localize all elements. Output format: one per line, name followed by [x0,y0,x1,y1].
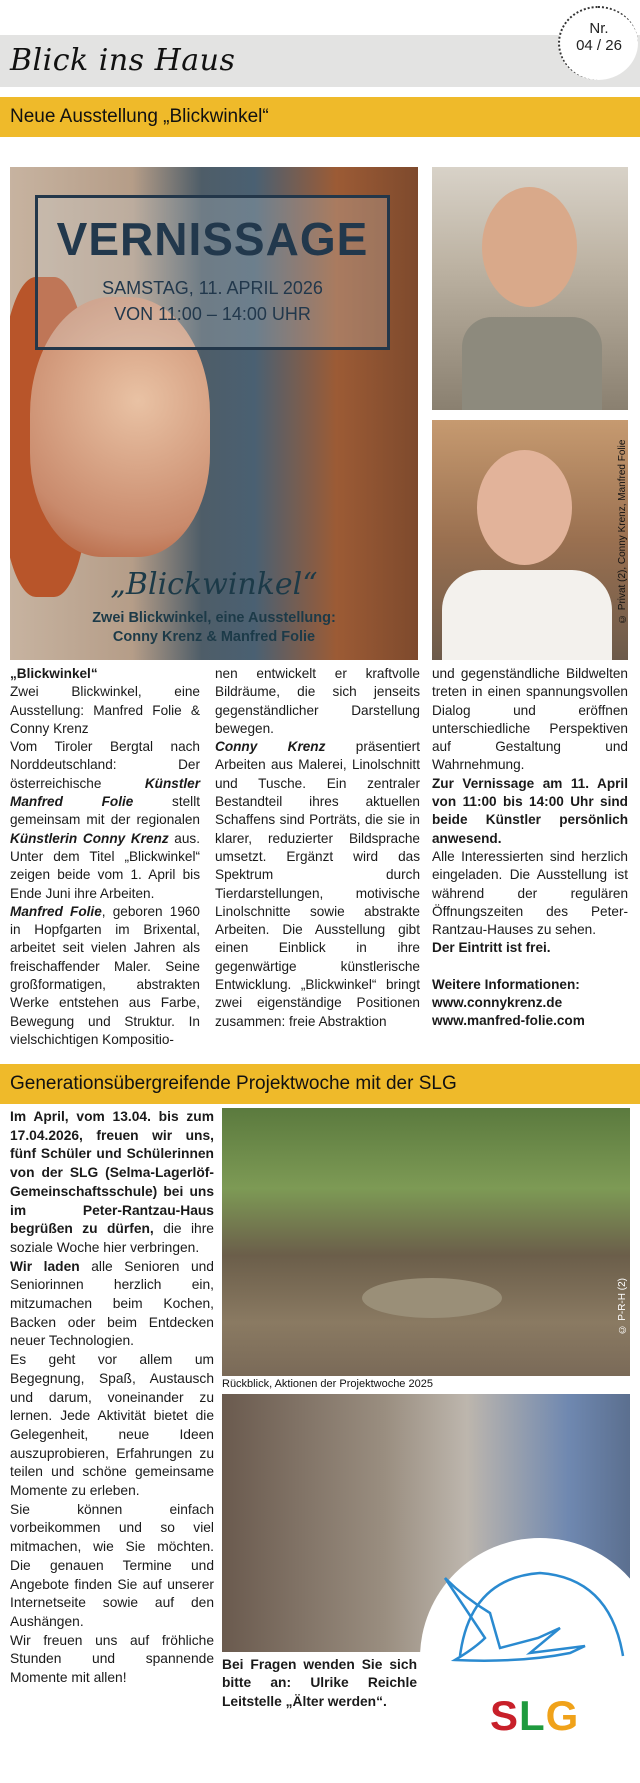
text-bold: Wir laden [10,1258,80,1274]
issue-label: Nr. [589,20,609,37]
poster-date: SAMSTAG, 11. APRIL 2026 [102,278,323,298]
slg-logo-text [490,1692,579,1740]
text: präsentiert Arbeiten aus Malerei, Linolschnitt und Tusche. Ein zentraler Bestandteil ihres aktuellen Schaffens sind Porträts, die sie in klarer, reduzierter Bildsprache umsetzt. Ergänzt wird das Spektrum durch Tierdarstellungen, motivische Linolschnitte sowie abstrakte Arbeiten. Die Ausstellung gibt einen Einblick in ihre gegenwärtige künstlerische Entwicklung. „Blickwinkel“ bringt zwei eigenständige Positionen zusammen: freie Abstraktion [215,739,420,1029]
logo-l: L [519,1692,546,1739]
text: aus. Unter dem Titel „Blickwinkel“ zeigen beide vom 1. April bis Ende Juni ihre Arbeiten. [10,830,200,901]
link-manfred-folie[interactable]: www.manfred-folie.com [432,1013,585,1029]
bird-icon [420,1538,640,1778]
section-heading: Generationsübergreifende Projektwoche mit der SLG [0,1064,640,1104]
logo-g: G [545,1692,580,1739]
text: , geboren 1960 in Hopfgarten im Brixental, arbeitet seit vielen Jahren als freischaffender Maler. Seine großformatigen, abstrakten Werke entstehen aus Farbe, Bewegung und Struktur. In vielschichtigen Kompositio- [10,903,200,1047]
poster-quote: „Blickwinkel“ [110,567,318,602]
text: die ihre soziale Woche hier verbringen. [10,1221,214,1255]
poster-subtitle: Zwei Blickwinkel, eine Ausstellung: [92,610,336,626]
article-column-2 [215,665,420,1031]
poster-time: VON 11:00 – 14:00 UHR [114,304,311,324]
text-bold: Zur Vernissage am 11. April von 11:00 bis 14:00 Uhr sind beide Künstler persönlich anwesend. [432,775,628,846]
article-column-1 [10,665,200,1049]
text: stellt gemeinsam mit der regionalen [10,794,200,828]
photo-caption: Rückblick, Aktionen der Projektwoche 2025 [222,1378,433,1390]
link-connykrenz[interactable]: www.connykrenz.de [432,995,563,1011]
text-bold: Künstlerin Conny Krenz [10,830,169,846]
projektwoche-text [10,1108,214,1688]
text-bold: Künstler Manfred Folie [10,775,200,810]
text-bold: Conny Krenz [215,739,326,755]
text: Vom Tiroler Bergtal nach Norddeutschland: Der österreichische [10,739,200,791]
photo-conny-krenz [432,167,628,410]
article-title: „Blickwinkel“ [10,666,98,681]
text: nen entwickelt er kraftvolle Bildräume, die sich jenseits gegenständlicher Darstellung bewegen. [215,666,420,736]
text: Alle Interessierten sind herzlich eingeladen. Die Ausstellung ist während der regulären Öffnungszeiten des Peter-Rantzau-Hauses zu sehen. [432,848,628,938]
text: Wir freuen uns auf fröhliche Stunden und spannende Momente mit allen! [10,1632,214,1686]
photo-group-garden [222,1108,630,1376]
text-bold: Manfred Folie [10,903,102,919]
photo-manfred-folie [432,420,628,660]
article-subtitle: Zwei Blickwinkel, eine Ausstellung: Manfred Folie & Conny Krenz [10,684,200,736]
page-title: Blick ins Haus [10,43,236,78]
poster-artists: Conny Krenz & Manfred Folie [112,629,316,645]
text-bold: Der Eintritt ist frei. [432,940,551,956]
text-bold: Im April, vom 13.04. bis zum 17.04.2026, freuen wir uns, fünf Schüler und Schülerinnen von der SLG (Selma-Lagerlöf-Gemeinschaftsschule) bei uns im Peter-Rantzau-Haus begrüßen zu dürfen, [10,1109,214,1237]
text: und gegenständliche Bildwelten treten in einen spannungsvollen Dialog und eröffnen unterschiedliche Perspektiven auf Gestaltung und Wahrnehmung. [432,666,628,773]
info-title: Weitere Informationen: [432,976,580,992]
poster-title: VERNISSAGE [56,213,369,265]
text: Es geht vor allem um Begegnung, Spaß, Austausch und darum, voneinander zu lernen. Jede Aktivität bietet die Gelegenheit, neue Ideen auszuprobieren, Erfahrungen zu teilen und schöne gemeinsame Momente zu erleben. [10,1352,214,1499]
contact-text: Bei Fragen wenden Sie sich bitte an: Ulrike Reichle Leitstelle „Älter werden“. [222,1657,417,1709]
logo-s: S [490,1692,520,1739]
issue-number: 04 / 26 [576,37,622,54]
text: Sie können einfach vorbeikommen und so viel mitmachen, wie Sie möchten. Die genauen Termine und Angebote finden Sie auf unserer Internetseite sowie auf den Aushängen. [10,1501,214,1629]
text: alle Senioren und Seniorinnen herzlich ein, mitzumachen beim Kochen, Backen oder beim Entdecken neuer Technologien. [10,1258,214,1349]
slg-logo [420,1538,640,1778]
vernissage-poster [10,167,418,660]
article-column-3 [432,665,628,1031]
issue-badge [558,6,638,80]
photo-credit: © Privat (2), Conny Krenz, Manfred Folie [617,440,628,625]
photo-credit: © P-R-H (2) [617,1278,628,1335]
section-heading: Neue Ausstellung „Blickwinkel“ [0,97,640,137]
